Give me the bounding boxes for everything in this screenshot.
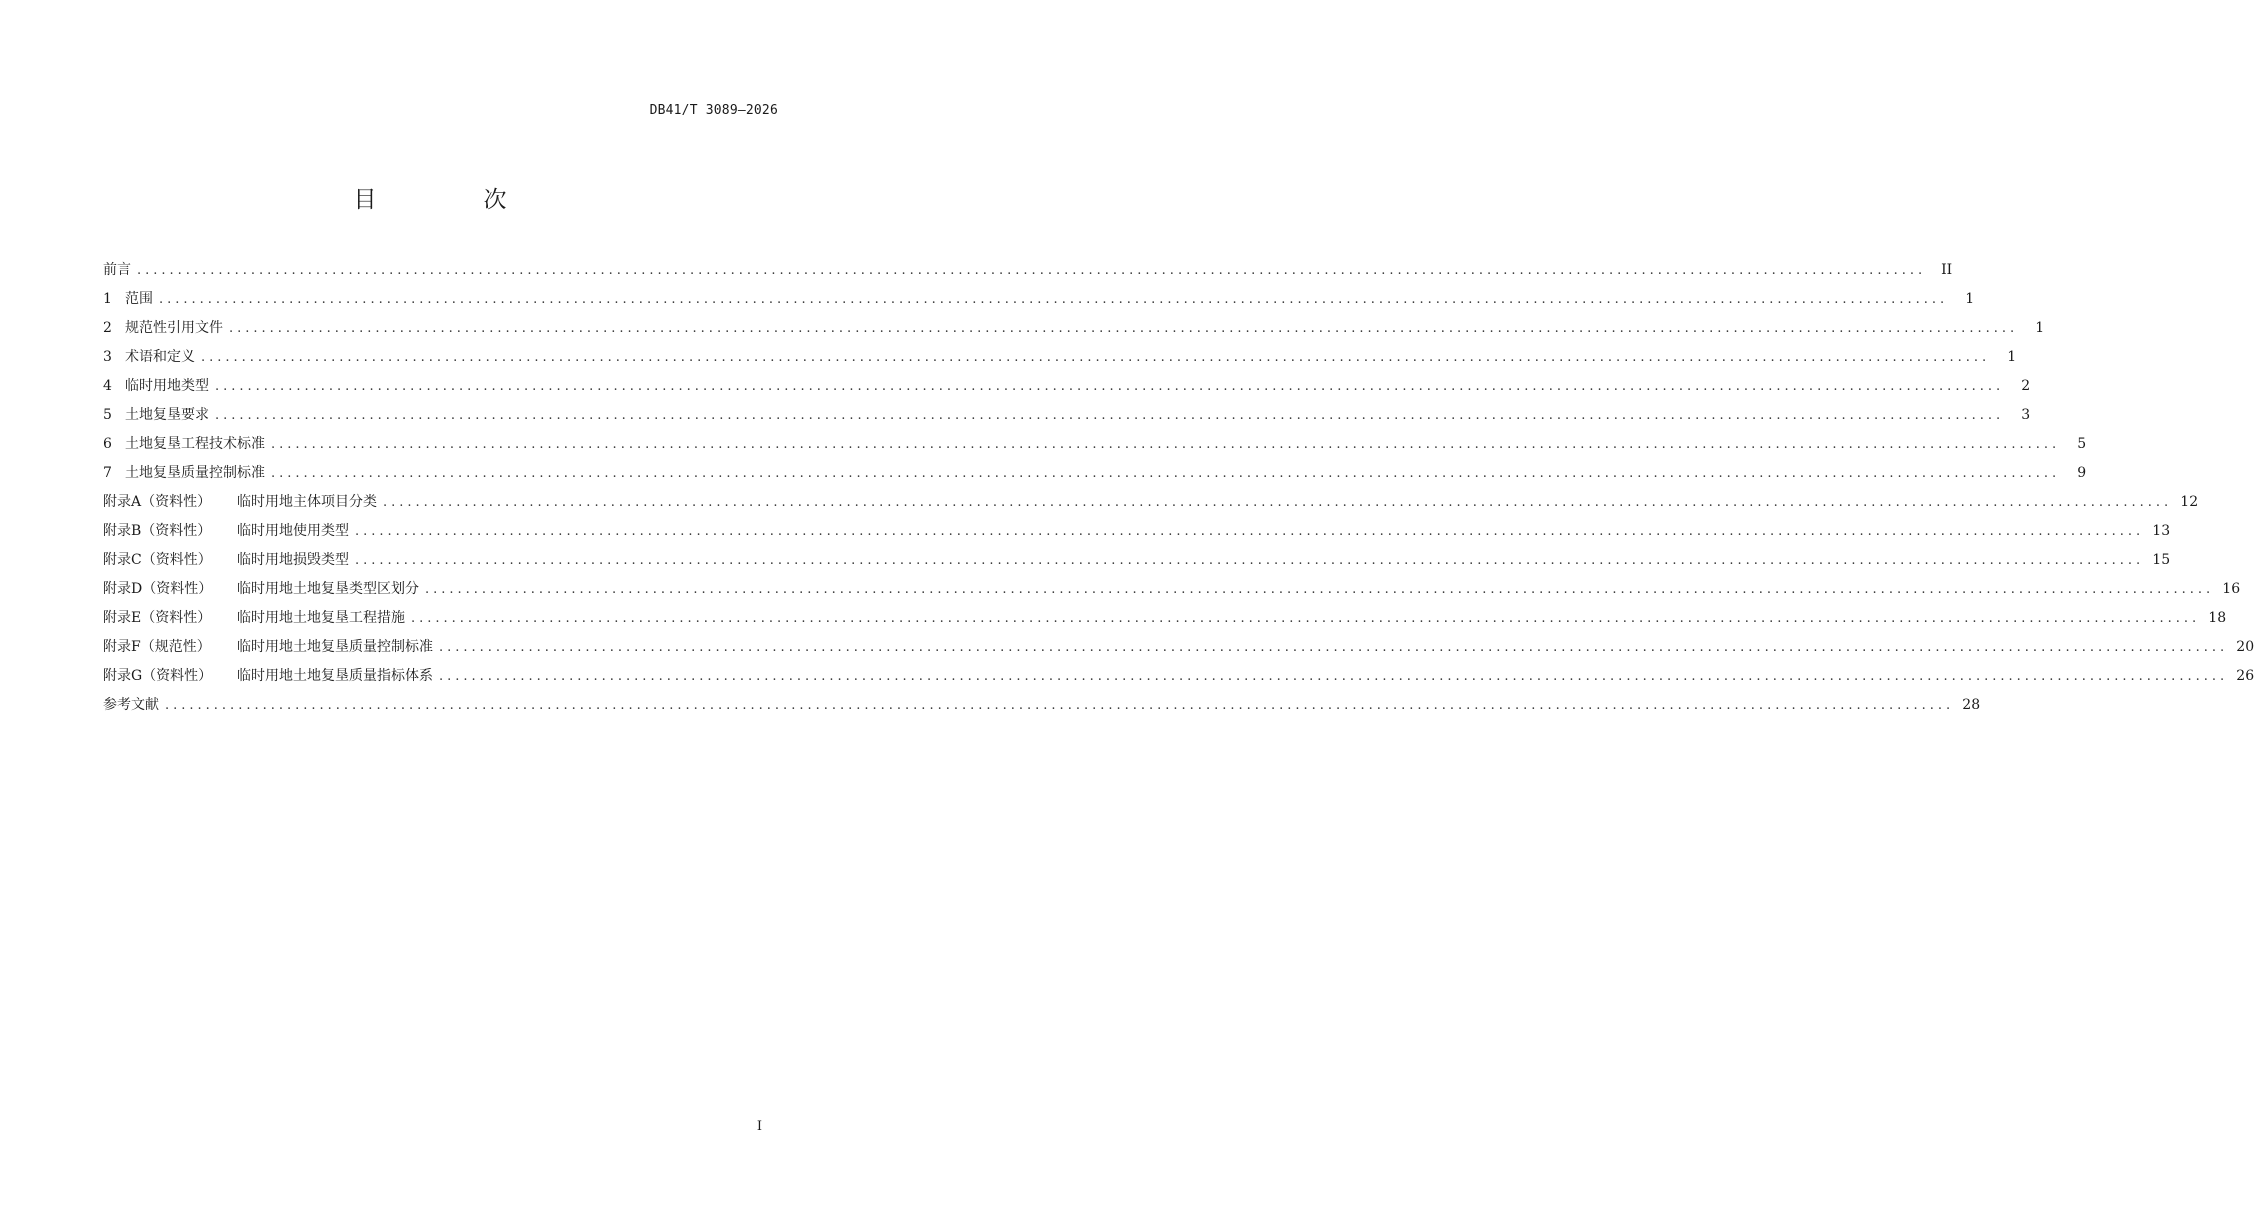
toc-entry-label [103, 404, 209, 427]
toc-entry-number: 附录A（资料性） [103, 494, 212, 510]
toc-entry[interactable] [103, 491, 2199, 520]
dot-leader: ............................................................................................................................................................................................................................ [215, 408, 2005, 423]
toc-entry-page: 5 [2077, 436, 2087, 452]
toc-entry[interactable] [103, 607, 2227, 636]
toc-entry-number: 附录E（资料性） [103, 610, 212, 626]
toc-entry-page: 28 [1962, 697, 1981, 713]
toc-entry-number: 附录G（资料性） [103, 668, 213, 684]
toc-entry-number: 7 [103, 465, 112, 481]
dot-leader: ............................................................................................................................................................................................................................ [159, 292, 1949, 307]
dot-leader: ............................................................................................................................................................................................................................ [229, 321, 2019, 336]
toc-entry[interactable] [103, 375, 2031, 404]
toc-entry-page: 26 [2236, 668, 2254, 684]
dot-leader: ............................................................................................................................................................................................................................ [439, 669, 2229, 684]
page-number: I [756, 1119, 762, 1134]
dot-leader: ............................................................................................................................................................................................................................ [439, 640, 2229, 655]
toc-entry-label [103, 520, 349, 543]
toc-entry-number: 2 [103, 320, 112, 336]
toc-entry-number: 附录F（规范性） [103, 639, 211, 655]
toc-entry-label [103, 665, 433, 688]
toc-entry-title: 临时用地主体项目分类 [237, 494, 377, 510]
toc-entry-page: 3 [2021, 407, 2031, 423]
page-title: 目 次 [353, 187, 549, 213]
toc-entry-title: 临时用地类型 [125, 378, 209, 394]
dot-leader: ............................................................................................................................................................................................................................ [383, 495, 2173, 510]
toc-entry-label [103, 549, 349, 572]
toc-entry[interactable] [103, 433, 2087, 462]
dot-leader: ............................................................................................................................................................................................................................ [355, 524, 2145, 539]
toc-entry-page: 20 [2236, 639, 2254, 655]
toc-entry-number: 附录C（资料性） [103, 552, 212, 568]
toc-entry-number: 3 [103, 349, 112, 365]
toc-entry-number: 6 [103, 436, 112, 452]
toc-entry[interactable] [103, 665, 2254, 694]
dot-leader: ............................................................................................................................................................................................................................ [165, 698, 1955, 713]
toc-entry-label [103, 694, 159, 717]
dot-leader: ............................................................................................................................................................................................................................ [411, 611, 2201, 626]
toc-entry-label [103, 288, 153, 311]
toc-entry[interactable] [103, 520, 2171, 549]
toc-entry-title: 临时用地损毁类型 [237, 552, 349, 568]
toc-entry-label [103, 607, 405, 630]
dot-leader: ............................................................................................................................................................................................................................ [425, 582, 2215, 597]
toc-entry-page: 9 [2077, 465, 2087, 481]
toc-entry[interactable] [103, 694, 1981, 723]
toc-entry-page: 15 [2152, 552, 2171, 568]
toc-entry-title: 临时用地土地复垦质量指标体系 [237, 668, 433, 684]
toc-entry-title: 临时用地土地复垦质量控制标准 [237, 639, 433, 655]
toc-entry-title: 临时用地土地复垦类型区划分 [237, 581, 419, 597]
toc-entry-page: 12 [2180, 494, 2199, 510]
toc-entry-number: 4 [103, 378, 112, 394]
toc-entry-title: 术语和定义 [125, 349, 195, 365]
toc-entry[interactable] [103, 578, 2241, 607]
toc-entry-title: 规范性引用文件 [125, 320, 223, 336]
toc-entry-title: 范围 [125, 291, 153, 307]
toc-entry-title: 土地复垦质量控制标准 [125, 465, 265, 481]
toc-entry-label [103, 578, 419, 601]
toc-entry-number: 1 [103, 291, 112, 307]
toc-entry-page: 18 [2208, 610, 2227, 626]
toc-entry-page: 1 [2007, 349, 2017, 365]
toc-entry-page: 13 [2152, 523, 2171, 539]
toc-entry[interactable] [103, 346, 2017, 375]
toc-entry-label [103, 317, 223, 340]
toc-entry-label [103, 346, 195, 369]
toc-entry-label [103, 375, 209, 398]
dot-leader: ............................................................................................................................................................................................................................ [215, 379, 2005, 394]
dot-leader: ............................................................................................................................................................................................................................ [271, 437, 2061, 452]
toc-entry[interactable] [103, 317, 2045, 346]
toc-entry-page: II [1941, 262, 1953, 278]
toc-entry-title: 土地复垦要求 [125, 407, 209, 423]
toc-entry-title: 临时用地使用类型 [237, 523, 349, 539]
dot-leader: ............................................................................................................................................................................................................................ [271, 466, 2061, 481]
toc-entry-title: 土地复垦工程技术标准 [125, 436, 265, 452]
toc-entry-title: 参考文献 [103, 697, 159, 713]
toc-entry[interactable] [103, 288, 1975, 317]
toc-entry-page: 2 [2021, 378, 2031, 394]
toc-entry-title: 前言 [103, 262, 131, 278]
toc-entry[interactable] [103, 462, 2087, 491]
toc-entry[interactable] [103, 636, 2254, 665]
toc-entry-label [103, 636, 433, 659]
toc-entry-label [103, 491, 377, 514]
toc-entry-label [103, 462, 265, 485]
toc-entry-title: 临时用地土地复垦工程措施 [237, 610, 405, 626]
toc-entry[interactable] [103, 549, 2171, 578]
toc-entry[interactable] [103, 404, 2031, 433]
toc-entry-page: 16 [2222, 581, 2241, 597]
toc-entry-number: 附录B（资料性） [103, 523, 212, 539]
toc-entry-page: 1 [1965, 291, 1975, 307]
table-of-contents [103, 259, 2254, 723]
toc-entry[interactable] [103, 259, 1953, 288]
toc-entry-label [103, 433, 265, 456]
toc-entry-page: 1 [2035, 320, 2045, 336]
dot-leader: ............................................................................................................................................................................................................................ [201, 350, 1991, 365]
dot-leader: ............................................................................................................................................................................................................................ [137, 263, 1927, 278]
document-code: DB41/T 3089—2026 [649, 103, 778, 118]
toc-entry-number: 附录D（资料性） [103, 581, 213, 597]
dot-leader: ............................................................................................................................................................................................................................ [355, 553, 2145, 568]
toc-entry-number: 5 [103, 407, 112, 423]
toc-entry-label [103, 259, 131, 282]
